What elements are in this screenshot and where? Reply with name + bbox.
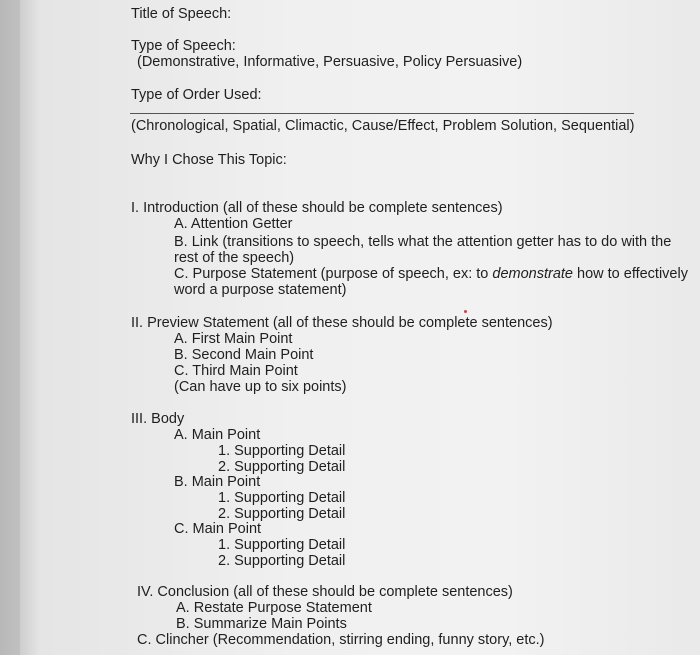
preview-item-b: B. Second Main Point: [174, 347, 314, 363]
why-chose-topic-label: Why I Chose This Topic:: [131, 152, 287, 168]
body-item-b1: 1. Supporting Detail: [218, 490, 346, 506]
conclusion-item-b: B. Summarize Main Points: [176, 616, 347, 632]
conclusion-item-a: A. Restate Purpose Statement: [176, 600, 372, 616]
intro-item-a: A. Attention Getter: [174, 216, 293, 232]
type-of-speech-label: Type of Speech:: [131, 38, 236, 54]
intro-item-c-italic: demonstrate: [492, 266, 573, 282]
body-item-a2: 2. Supporting Detail: [218, 459, 346, 475]
intro-item-c-line1: C. Purpose Statement (purpose of speech, ex: to demonstrate how to effectively: [174, 266, 688, 282]
intro-item-b-line2: rest of the speech): [174, 250, 295, 266]
type-of-order-options: (Chronological, Spatial, Climactic, Cause/Effect, Problem Solution, Sequential): [131, 118, 635, 134]
preview-item-c: C. Third Main Point: [174, 363, 298, 379]
type-of-order-label: Type of Order Used:: [131, 87, 262, 103]
conclusion-item-c: C. Clincher (Recommendation, stirring ending, funny story, etc.): [137, 632, 545, 648]
paper-shadow: [0, 0, 40, 655]
conclusion-heading: IV. Conclusion (all of these should be complete sentences): [137, 584, 513, 600]
preview-item-a: A. First Main Point: [174, 331, 293, 347]
title-of-speech-label: Title of Speech:: [131, 6, 232, 22]
type-of-speech-options: (Demonstrative, Informative, Persuasive, Policy Persuasive): [137, 54, 523, 70]
body-item-c: C. Main Point: [174, 521, 262, 537]
body-item-b: B. Main Point: [174, 474, 261, 490]
introduction-heading: I. Introduction (all of these should be complete sentences): [131, 200, 503, 216]
intro-item-b-line1: B. Link (transitions to speech, tells what the attention getter has to do with the: [174, 234, 672, 250]
body-heading: III. Body: [131, 411, 185, 427]
stray-mark: [464, 310, 467, 313]
body-item-c2: 2. Supporting Detail: [218, 553, 346, 569]
order-underline: [130, 113, 634, 114]
body-item-b2: 2. Supporting Detail: [218, 506, 346, 522]
intro-item-c-line2: word a purpose statement): [174, 282, 347, 298]
preview-note: (Can have up to six points): [174, 379, 347, 395]
body-item-a: A. Main Point: [174, 427, 261, 443]
body-item-c1: 1. Supporting Detail: [218, 537, 346, 553]
body-item-a1: 1. Supporting Detail: [218, 443, 346, 459]
preview-heading: II. Preview Statement (all of these should be complete sentences): [131, 315, 553, 331]
